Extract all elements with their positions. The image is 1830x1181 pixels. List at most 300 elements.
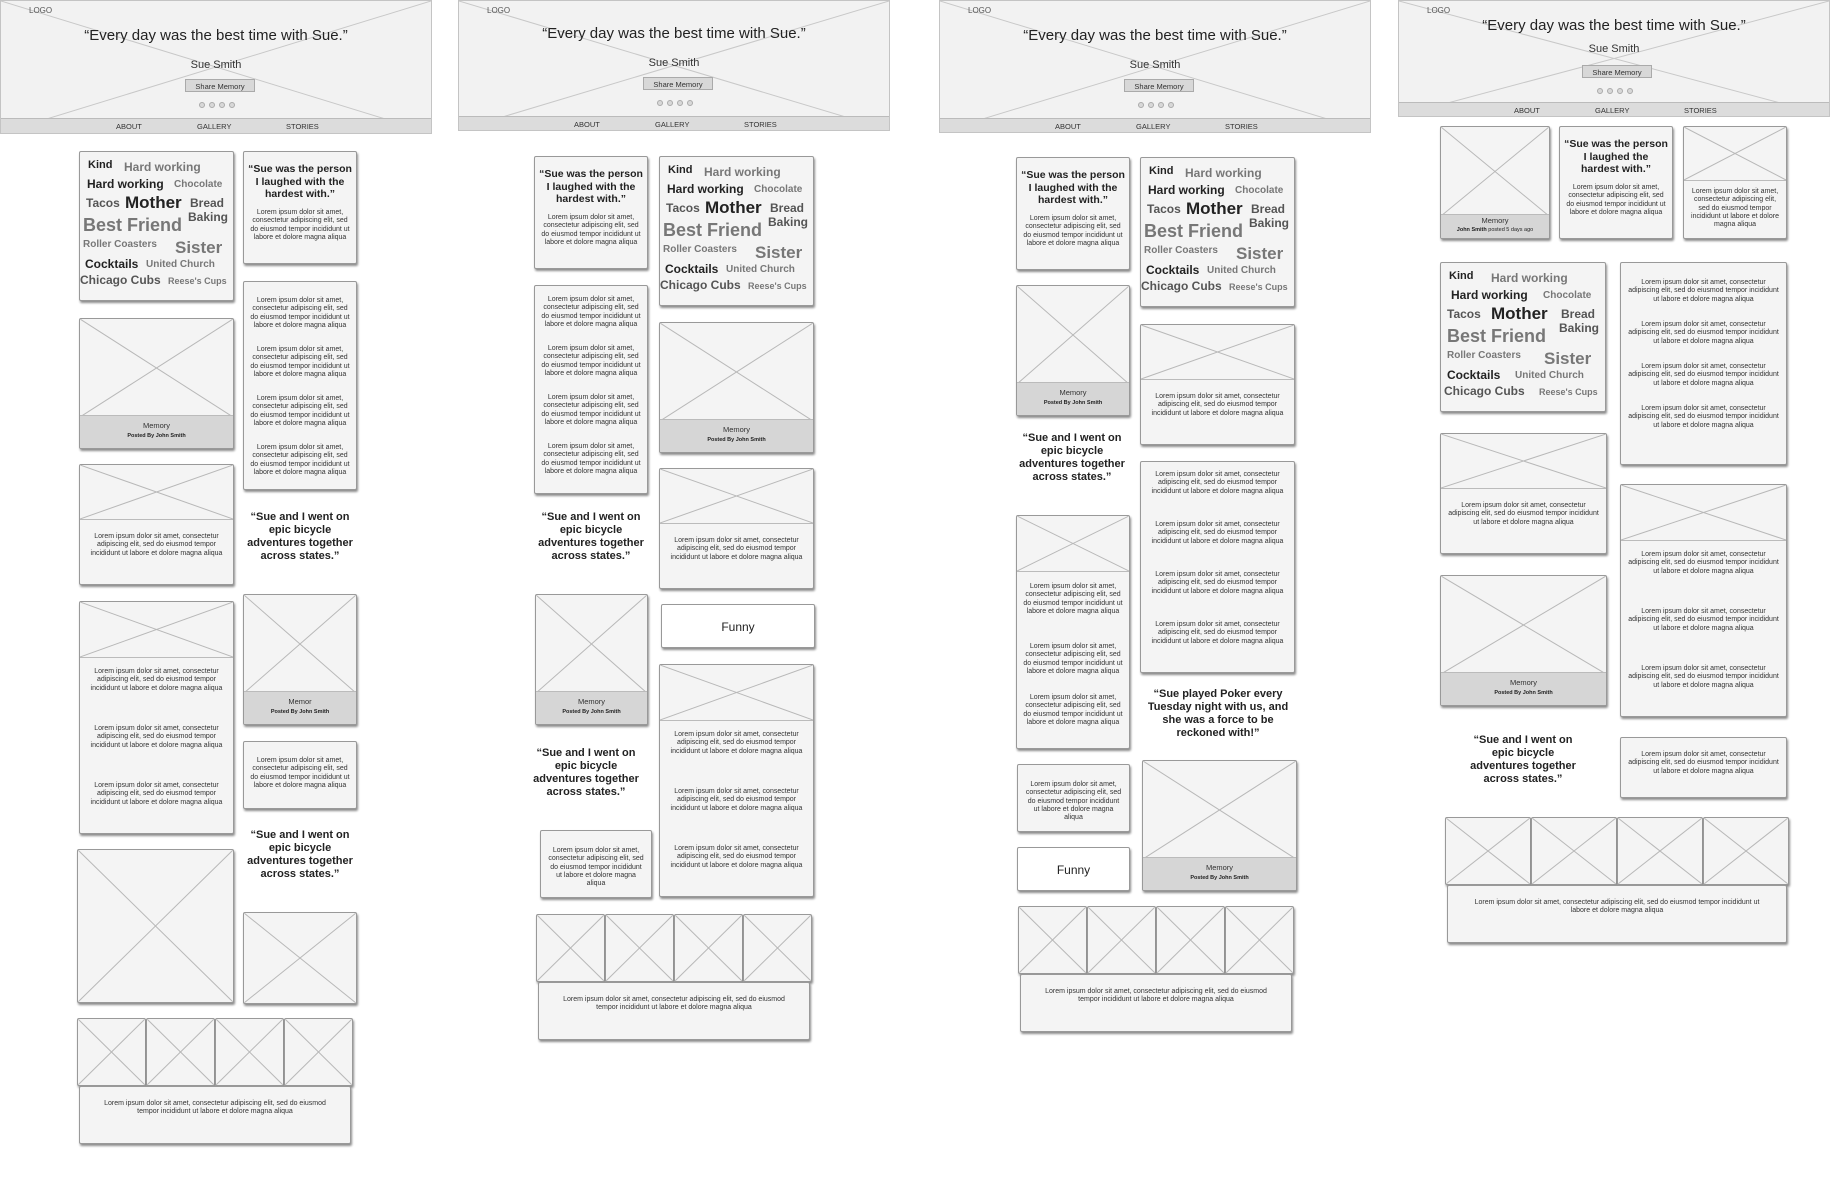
dot[interactable] <box>1597 88 1603 94</box>
image-placeholder <box>1684 127 1786 181</box>
word-cloud <box>1140 157 1295 307</box>
tag-label: Funny <box>1056 863 1091 877</box>
image-placeholder <box>78 1019 145 1085</box>
memory-card[interactable] <box>243 594 357 725</box>
word: Tacos <box>1447 307 1481 321</box>
lorem-text: Lorem ipsum dolor sit amet, consectetur adipiscing elit, sed do eiusmod tempor incididunt ut labore et dolore magna aliqua <box>541 443 641 475</box>
quote-text: “Sue and I went on epic bicycle adventures together across states.” <box>538 511 644 562</box>
dot[interactable] <box>677 100 683 106</box>
carousel-dots[interactable] <box>199 102 235 108</box>
word: Tacos <box>86 196 120 210</box>
memory-title: Memory <box>1205 863 1234 872</box>
dot[interactable] <box>1617 88 1623 94</box>
text-card[interactable] <box>243 741 357 809</box>
image-placeholder-icon <box>78 850 233 1002</box>
share-memory-button[interactable]: Share Memory <box>1124 79 1194 92</box>
image-placeholder <box>1532 818 1616 884</box>
quote-card[interactable] <box>1559 126 1673 239</box>
image-placeholder-icon <box>1088 907 1155 973</box>
lorem-text: Lorem ipsum dolor sit amet, consectetur adipiscing elit, sed do eiusmod tempor incididunt ut labore et dolore magna aliqua <box>1151 621 1284 645</box>
word: Cocktails <box>665 262 719 276</box>
lorem-text: Lorem ipsum dolor sit amet, consectetur adipiscing elit, sed do eiusmod tempor incididunt ut labore et dolore magna aliqua <box>1023 215 1123 247</box>
lorem-text: Lorem ipsum dolor sit amet, consectetur adipiscing elit, sed do eiusmod tempor incididunt ut labore et dolore magna aliqua <box>250 757 350 789</box>
word: Kind <box>668 164 693 176</box>
posted-by: Posted By John Smith <box>1043 400 1103 406</box>
tag-label: Funny <box>721 620 755 634</box>
gallery-thumb[interactable] <box>1225 906 1294 974</box>
word: Baking <box>188 210 229 224</box>
story-card[interactable] <box>659 664 814 897</box>
share-memory-button[interactable]: Share Memory <box>185 79 255 92</box>
memory-caption <box>1017 382 1129 415</box>
word: Chicago Cubs <box>660 278 741 292</box>
image-placeholder <box>285 1019 352 1085</box>
image-placeholder <box>80 465 233 520</box>
story-card[interactable] <box>1140 461 1295 673</box>
dot[interactable] <box>229 102 235 108</box>
image-placeholder-icon <box>244 595 356 693</box>
logo[interactable]: LOGO <box>29 6 53 15</box>
lorem-text: Lorem ipsum dolor sit amet, consectetur adipiscing elit, sed do eiusmod tempor incididunt ut labore et dolore magna aliqua <box>1628 751 1779 775</box>
word: Roller Coasters <box>1447 350 1521 361</box>
hero-tagline: “Every day was the best time with Sue.” <box>542 25 806 42</box>
lorem-text: Lorem ipsum dolor sit amet, consectetur adipiscing elit, sed do eiusmod tempor incididunt ut labore et dolore magna aliqua <box>1151 471 1284 495</box>
image-placeholder <box>675 915 742 981</box>
story-card[interactable] <box>534 285 648 494</box>
story-card[interactable] <box>1016 515 1130 749</box>
text-card[interactable] <box>540 830 652 898</box>
image-card[interactable] <box>77 849 234 1003</box>
image-placeholder <box>80 319 233 417</box>
word: United Church <box>1515 370 1584 381</box>
nav-stories[interactable]: STORIES <box>286 122 319 131</box>
author[interactable]: John Smith <box>1456 227 1487 233</box>
image-card[interactable] <box>243 912 357 1004</box>
image-text-card[interactable] <box>659 468 814 589</box>
posted-by: Posted By John Smith <box>1190 875 1249 881</box>
lorem-text: Lorem ipsum dolor sit amet, consectetur adipiscing elit, sed do eiusmod tempor incididunt ut labore et dolore magna aliqua <box>1691 188 1779 229</box>
lorem-text: Lorem ipsum dolor sit amet, consectetur adipiscing elit, sed do eiusmod tempor incididunt ut labore et dolore magna aliqua <box>1628 405 1779 429</box>
image-placeholder-icon <box>80 602 233 657</box>
dot[interactable] <box>687 100 693 106</box>
image-placeholder-icon <box>78 1019 145 1085</box>
quote-card[interactable] <box>243 151 357 264</box>
logo[interactable]: LOGO <box>968 6 992 15</box>
word: Sister <box>1544 349 1592 368</box>
gallery-thumb[interactable] <box>536 914 605 982</box>
dot[interactable] <box>199 102 205 108</box>
word: Bread <box>1251 202 1286 216</box>
memory-card[interactable] <box>1016 285 1130 416</box>
image-placeholder <box>1446 818 1530 884</box>
text-card[interactable] <box>1017 764 1130 832</box>
memory-caption <box>1441 214 1549 238</box>
hero-tagline: “Every day was the best time with Sue.” <box>1482 17 1746 34</box>
image-placeholder <box>1441 127 1549 216</box>
hero-tagline: “Every day was the best time with Sue.” <box>1023 27 1287 44</box>
image-placeholder-icon <box>1441 434 1606 488</box>
carousel-dots[interactable] <box>1597 88 1633 94</box>
text-card[interactable] <box>1620 737 1787 798</box>
word: Chocolate <box>1235 185 1284 196</box>
story-card[interactable] <box>243 281 357 490</box>
posted-by <box>1441 227 1549 233</box>
dot[interactable] <box>209 102 215 108</box>
quote-text: “Sue and I went on epic bicycle adventures together across states.” <box>1470 734 1576 785</box>
dot[interactable] <box>1148 102 1154 108</box>
memory-caption <box>1143 857 1296 890</box>
image-placeholder-icon <box>216 1019 283 1085</box>
dot[interactable] <box>667 100 673 106</box>
image-placeholder <box>606 915 673 981</box>
image-placeholder <box>1019 907 1086 973</box>
carousel-dots[interactable] <box>657 100 693 106</box>
nav-about[interactable]: ABOUT <box>574 120 600 129</box>
image-placeholder-icon <box>244 913 356 1003</box>
story-card[interactable] <box>79 601 234 834</box>
lorem-text: Lorem ipsum dolor sit amet, consectetur adipiscing elit, sed do eiusmod tempor incididunt ut labore et dolore magna aliqua <box>1151 521 1284 545</box>
carousel-dots[interactable] <box>1138 102 1174 108</box>
word: Hard working <box>124 160 201 174</box>
word: Cocktails <box>85 257 139 271</box>
lorem-text: Lorem ipsum dolor sit amet, consectetur adipiscing elit, sed do eiusmod tempor incididunt ut labore et dolore magna aliqua <box>1023 583 1123 615</box>
lorem-text: Lorem ipsum dolor sit amet, consectetur adipiscing elit, sed do eiusmod tempor incididunt ut labore et dolore magna aliqua <box>1628 363 1779 387</box>
quote-text: “Sue and I went on epic bicycle adventures together across states.” <box>247 829 353 880</box>
word: Mother <box>125 193 182 212</box>
lorem-text: Lorem ipsum dolor sit amet, consectetur adipiscing elit, sed do eiusmod tempor incididunt ut labore et dolore magna aliqua <box>1023 694 1123 726</box>
lorem-text: Lorem ipsum dolor sit amet, consectetur adipiscing elit, sed do eiusmod tempor incididunt ut labore et dolore magna aliqua <box>1474 899 1760 915</box>
image-placeholder <box>660 665 813 721</box>
quote-card[interactable] <box>534 156 648 269</box>
wireframe-3 <box>939 0 1379 1181</box>
lorem-text: Lorem ipsum dolor sit amet, consectetur adipiscing elit, sed do eiusmod tempor incididunt ut labore et dolore magna aliqua <box>1628 279 1779 303</box>
word: Mother <box>1491 304 1548 323</box>
word: Bread <box>1561 307 1596 321</box>
word: Reese's Cups <box>1539 387 1598 397</box>
hero-header <box>1398 0 1830 117</box>
footer-text-card[interactable] <box>538 982 810 1040</box>
quote-text: “Sue was the person I laughed with the hardest with.” <box>1021 169 1125 206</box>
lorem-text: Lorem ipsum dolor sit amet, consectetur adipiscing elit, sed do eiusmod tempor incididunt ut labore et dolore magna aliqua <box>1628 665 1779 689</box>
image-placeholder <box>744 915 811 981</box>
nav-about[interactable]: ABOUT <box>116 122 142 131</box>
gallery-thumb[interactable] <box>146 1018 215 1086</box>
lorem-text: Lorem ipsum dolor sit amet, consectetur adipiscing elit, sed do eiusmod tempor incididunt ut labore et dolore magna aliqua <box>541 296 641 328</box>
word: Sister <box>1236 244 1284 263</box>
gallery-thumb[interactable] <box>743 914 812 982</box>
lorem-text: Lorem ipsum dolor sit amet, consectetur adipiscing elit, sed do eiusmod tempor incididunt ut labore et dolore magna aliqua <box>90 725 223 749</box>
image-placeholder <box>78 850 233 1002</box>
hero-header <box>939 0 1371 133</box>
wireframe-2 <box>458 0 898 1181</box>
logo[interactable]: LOGO <box>487 6 511 15</box>
image-placeholder-icon <box>1019 907 1086 973</box>
lorem-text: Lorem ipsum dolor sit amet, consectetur adipiscing elit, sed do eiusmod tempor incididunt ut labore et dolore magna aliqua <box>541 394 641 426</box>
hero-header <box>0 0 432 134</box>
word: Chocolate <box>174 179 223 190</box>
memory-card[interactable] <box>535 594 648 725</box>
word: Kind <box>1449 270 1474 282</box>
story-card[interactable] <box>1620 262 1787 465</box>
word: Roller Coasters <box>1144 245 1218 256</box>
nav-gallery[interactable]: GALLERY <box>1595 106 1630 115</box>
lorem-text: Lorem ipsum dolor sit amet, consectetur adipiscing elit, sed do eiusmod tempor incididunt ut labore et dolore magna aliqua <box>1628 551 1779 575</box>
image-placeholder <box>244 595 356 693</box>
image-placeholder <box>1704 818 1788 884</box>
word: Hard working <box>704 165 781 179</box>
hero-tagline: “Every day was the best time with Sue.” <box>84 27 348 44</box>
word: Roller Coasters <box>663 244 737 255</box>
posted-ago: posted 5 days ago <box>1488 227 1534 233</box>
wireframe-4 <box>1398 0 1830 1181</box>
gallery-thumb[interactable] <box>1531 817 1617 885</box>
gallery-thumb[interactable] <box>284 1018 353 1086</box>
memory-card[interactable] <box>79 318 234 449</box>
footer-text-card[interactable] <box>79 1086 351 1144</box>
image-placeholder-icon <box>660 665 813 720</box>
dot[interactable] <box>1168 102 1174 108</box>
image-placeholder <box>244 913 356 1003</box>
word: Bread <box>190 196 225 210</box>
image-placeholder-icon <box>1017 516 1129 571</box>
memory-caption <box>1441 672 1606 705</box>
word-cloud <box>79 151 234 301</box>
quote-text: “Sue and I went on epic bicycle adventures together across states.” <box>1019 432 1125 483</box>
memory-card[interactable] <box>1142 760 1297 891</box>
lorem-text: Lorem ipsum dolor sit amet, consectetur adipiscing elit, sed do eiusmod tempor incididunt ut labore et dolore magna aliqua <box>1045 988 1267 1004</box>
memory-title: Memory <box>1481 216 1509 225</box>
dot[interactable] <box>219 102 225 108</box>
lorem-text: Lorem ipsum dolor sit amet, consectetur adipiscing elit, sed do eiusmod tempor incididunt ut labore et dolore magna aliqua <box>670 788 803 812</box>
image-placeholder <box>1141 325 1294 380</box>
lorem-text: Lorem ipsum dolor sit amet, consectetur adipiscing elit, sed do eiusmod tempor incididunt ut labore et dolore magna aliqua <box>250 395 350 427</box>
gallery-thumb[interactable] <box>674 914 743 982</box>
image-placeholder <box>1621 485 1786 541</box>
main-nav <box>459 116 889 131</box>
memory-caption <box>660 419 813 452</box>
dot[interactable] <box>1607 88 1613 94</box>
word: Cocktails <box>1146 263 1200 277</box>
word: Sister <box>755 243 803 262</box>
lorem-text: Lorem ipsum dolor sit amet, consectetur adipiscing elit, sed do eiusmod tempor incididunt ut labore et dolore magna aliqua <box>250 297 350 329</box>
posted-by: Posted By John Smith <box>707 437 766 443</box>
tag-card-funny[interactable] <box>1017 847 1130 891</box>
memory-title: Memory <box>1509 678 1538 687</box>
image-placeholder-icon <box>1141 325 1294 379</box>
word: Baking <box>1559 321 1600 335</box>
image-placeholder-icon <box>536 595 647 693</box>
lorem-text: Lorem ipsum dolor sit amet, consectetur adipiscing elit, sed do eiusmod tempor incididunt ut labore et dolore magna aliqua <box>548 847 644 888</box>
hero-name: Sue Smith <box>648 57 700 69</box>
image-placeholder <box>660 469 813 524</box>
gallery-thumb[interactable] <box>1703 817 1789 885</box>
image-placeholder-icon <box>744 915 811 981</box>
image-placeholder <box>660 323 813 421</box>
word: Sister <box>175 238 223 257</box>
image-placeholder-icon <box>1704 818 1788 884</box>
image-placeholder-icon <box>1226 907 1293 973</box>
image-placeholder <box>1017 516 1129 572</box>
word: Chicago Cubs <box>80 273 161 287</box>
memory-card[interactable] <box>659 322 814 453</box>
word: Bread <box>770 201 805 215</box>
nav-gallery[interactable]: GALLERY <box>197 122 232 131</box>
lorem-text: Lorem ipsum dolor sit amet, consectetur adipiscing elit, sed do eiusmod tempor incididunt ut labore et dolore magna aliqua <box>1023 643 1123 675</box>
gallery-thumb[interactable] <box>77 1018 146 1086</box>
lorem-text: Lorem ipsum dolor sit amet, consectetur adipiscing elit, sed do eiusmod tempor incididunt ut labore et dolore magna aliqua <box>541 345 641 377</box>
gallery-thumb[interactable] <box>1445 817 1531 885</box>
word: Reese's Cups <box>168 276 227 286</box>
gallery-thumb[interactable] <box>1087 906 1156 974</box>
nav-about[interactable]: ABOUT <box>1514 106 1540 115</box>
image-placeholder <box>537 915 604 981</box>
hero-name: Sue Smith <box>1129 59 1181 71</box>
lorem-text: Lorem ipsum dolor sit amet, consectetur adipiscing elit, sed do eiusmod tempor incididunt ut labore et dolore magna aliqua <box>1151 393 1284 417</box>
tag-card-funny[interactable] <box>661 604 815 648</box>
memory-title: Memory <box>722 425 751 434</box>
image-placeholder <box>80 602 233 658</box>
logo[interactable]: LOGO <box>1427 6 1451 15</box>
lorem-text: Lorem ipsum dolor sit amet, consectetur adipiscing elit, sed do eiusmod tempor incididunt ut labore et dolore magna aliqua <box>250 209 350 241</box>
lorem-text: Lorem ipsum dolor sit amet, consectetur adipiscing elit, sed do eiusmod tempor incididunt ut labore et dolore magna aliqua <box>670 537 803 561</box>
dot[interactable] <box>657 100 663 106</box>
image-placeholder <box>216 1019 283 1085</box>
word: United Church <box>146 259 215 270</box>
word: Chicago Cubs <box>1141 279 1222 293</box>
lorem-text: Lorem ipsum dolor sit amet, consectetur adipiscing elit, sed do eiusmod tempor incididunt ut labore et dolore magna aliqua <box>670 845 803 869</box>
lorem-text: Lorem ipsum dolor sit amet, consectetur adipiscing elit, sed do eiusmod tempor incididunt ut labore et dolore magna aliqua <box>90 533 223 557</box>
word: Baking <box>768 215 809 229</box>
share-memory-button[interactable]: Share Memory <box>643 77 713 90</box>
dot[interactable] <box>1627 88 1633 94</box>
image-placeholder <box>1157 907 1224 973</box>
lorem-text: Lorem ipsum dolor sit amet, consectetur adipiscing elit, sed do eiusmod tempor incididunt ut labore et dolore magna aliqua <box>1025 781 1122 822</box>
image-text-card[interactable] <box>1140 324 1295 445</box>
quote-card[interactable] <box>1016 157 1130 270</box>
word: Mother <box>705 198 762 217</box>
lorem-text: Lorem ipsum dolor sit amet, consectetur adipiscing elit, sed do eiusmod tempor incididunt ut labore et dolore magna aliqua <box>563 996 785 1012</box>
footer-text-card[interactable] <box>1020 974 1292 1032</box>
word: Hard working <box>667 182 744 196</box>
word: Baking <box>1249 216 1290 230</box>
memory-title: Memory <box>577 697 606 706</box>
word: Cocktails <box>1447 368 1501 382</box>
quote-text: “Sue was the person I laughed with the hardest with.” <box>248 163 352 200</box>
image-text-card[interactable] <box>1440 433 1607 554</box>
hero-name: Sue Smith <box>190 59 242 71</box>
wireframe-1 <box>0 0 440 1181</box>
dot[interactable] <box>1158 102 1164 108</box>
image-placeholder <box>1226 907 1293 973</box>
nav-gallery[interactable]: GALLERY <box>655 120 690 129</box>
nav-gallery[interactable]: GALLERY <box>1136 122 1171 131</box>
quote-text: “Sue was the person I laughed with the hardest with.” <box>539 168 643 205</box>
gallery-thumb[interactable] <box>1018 906 1087 974</box>
main-nav <box>1399 102 1829 117</box>
word: Chocolate <box>754 184 803 195</box>
word: Best Friend <box>1447 326 1547 346</box>
gallery-thumb[interactable] <box>1617 817 1703 885</box>
image-placeholder-icon <box>1441 127 1549 216</box>
posted-by: Posted By John Smith <box>1494 690 1553 696</box>
word: Tacos <box>1147 202 1181 216</box>
posted-by: Posted By John Smith <box>270 709 330 715</box>
nav-stories[interactable]: STORIES <box>1684 106 1717 115</box>
memory-card[interactable] <box>1440 575 1607 706</box>
word-cloud <box>1440 262 1606 412</box>
memory-title: Memory <box>142 421 171 430</box>
image-placeholder-icon <box>537 915 604 981</box>
image-placeholder-icon <box>1618 818 1702 884</box>
quote-text: “Sue was the person I laughed the hardest with.” <box>1564 138 1668 175</box>
image-placeholder <box>536 595 647 693</box>
word: Reese's Cups <box>1229 282 1288 292</box>
image-placeholder <box>1017 286 1129 384</box>
lorem-text: Lorem ipsum dolor sit amet, consectetur adipiscing elit, sed do eiusmod tempor incididunt ut labore et dolore magna aliqua <box>670 731 803 755</box>
gallery-thumb[interactable] <box>215 1018 284 1086</box>
image-text-card[interactable] <box>79 464 234 585</box>
word: Roller Coasters <box>83 239 157 250</box>
hero-header <box>458 0 890 131</box>
word: Kind <box>1149 165 1174 177</box>
memory-caption <box>536 691 647 724</box>
lorem-text: Lorem ipsum dolor sit amet, consectetur adipiscing elit, sed do eiusmod tempor incididunt ut labore et dolore magna aliqua <box>90 668 223 692</box>
gallery-thumb[interactable] <box>1156 906 1225 974</box>
image-placeholder-icon <box>1621 485 1786 540</box>
word: Kind <box>88 159 113 171</box>
image-placeholder-icon <box>606 915 673 981</box>
image-placeholder <box>1618 818 1702 884</box>
word: United Church <box>1207 265 1276 276</box>
memory-card[interactable] <box>1440 126 1550 239</box>
main-nav <box>940 118 1370 133</box>
word: Hard working <box>1491 271 1568 285</box>
image-placeholder-icon <box>1017 286 1129 384</box>
word: Hard working <box>1185 166 1262 180</box>
nav-about[interactable]: ABOUT <box>1055 122 1081 131</box>
footer-text-card[interactable] <box>1447 885 1787 943</box>
image-placeholder-icon <box>1684 127 1786 180</box>
word: Hard working <box>87 177 164 191</box>
nav-stories[interactable]: STORIES <box>1225 122 1258 131</box>
nav-stories[interactable]: STORIES <box>744 120 777 129</box>
word: United Church <box>726 264 795 275</box>
memory-title: Memor <box>288 697 312 706</box>
word: Hard working <box>1451 288 1528 302</box>
image-text-card[interactable] <box>1683 126 1787 239</box>
share-memory-button[interactable]: Share Memory <box>1582 65 1652 78</box>
story-card[interactable] <box>1620 484 1787 717</box>
gallery-thumb[interactable] <box>605 914 674 982</box>
word: Chicago Cubs <box>1444 384 1525 398</box>
word: Best Friend <box>1144 221 1244 241</box>
image-placeholder-icon <box>285 1019 352 1085</box>
image-placeholder-icon <box>1446 818 1530 884</box>
lorem-text: Lorem ipsum dolor sit amet, consectetur adipiscing elit, sed do eiusmod tempor incididunt ut labore et dolore magna aliqua <box>90 782 223 806</box>
image-placeholder-icon <box>1532 818 1616 884</box>
image-placeholder-icon <box>660 323 813 421</box>
image-placeholder-icon <box>1441 576 1606 674</box>
memory-title: Memory <box>1059 388 1087 397</box>
lorem-text: Lorem ipsum dolor sit amet, consectetur adipiscing elit, sed do eiusmod tempor incididunt ut labore et dolore magna aliqua <box>1151 571 1284 595</box>
dot[interactable] <box>1138 102 1144 108</box>
lorem-text: Lorem ipsum dolor sit amet, consectetur adipiscing elit, sed do eiusmod tempor incididunt ut labore et dolore magna aliqua <box>541 214 641 246</box>
hero-name: Sue Smith <box>1588 43 1640 55</box>
image-placeholder-icon <box>1157 907 1224 973</box>
image-placeholder-icon <box>660 469 813 523</box>
image-placeholder <box>1441 434 1606 489</box>
lorem-text: Lorem ipsum dolor sit amet, consectetur adipiscing elit, sed do eiusmod tempor incididunt ut labore et dolore magna aliqua <box>1566 184 1666 216</box>
